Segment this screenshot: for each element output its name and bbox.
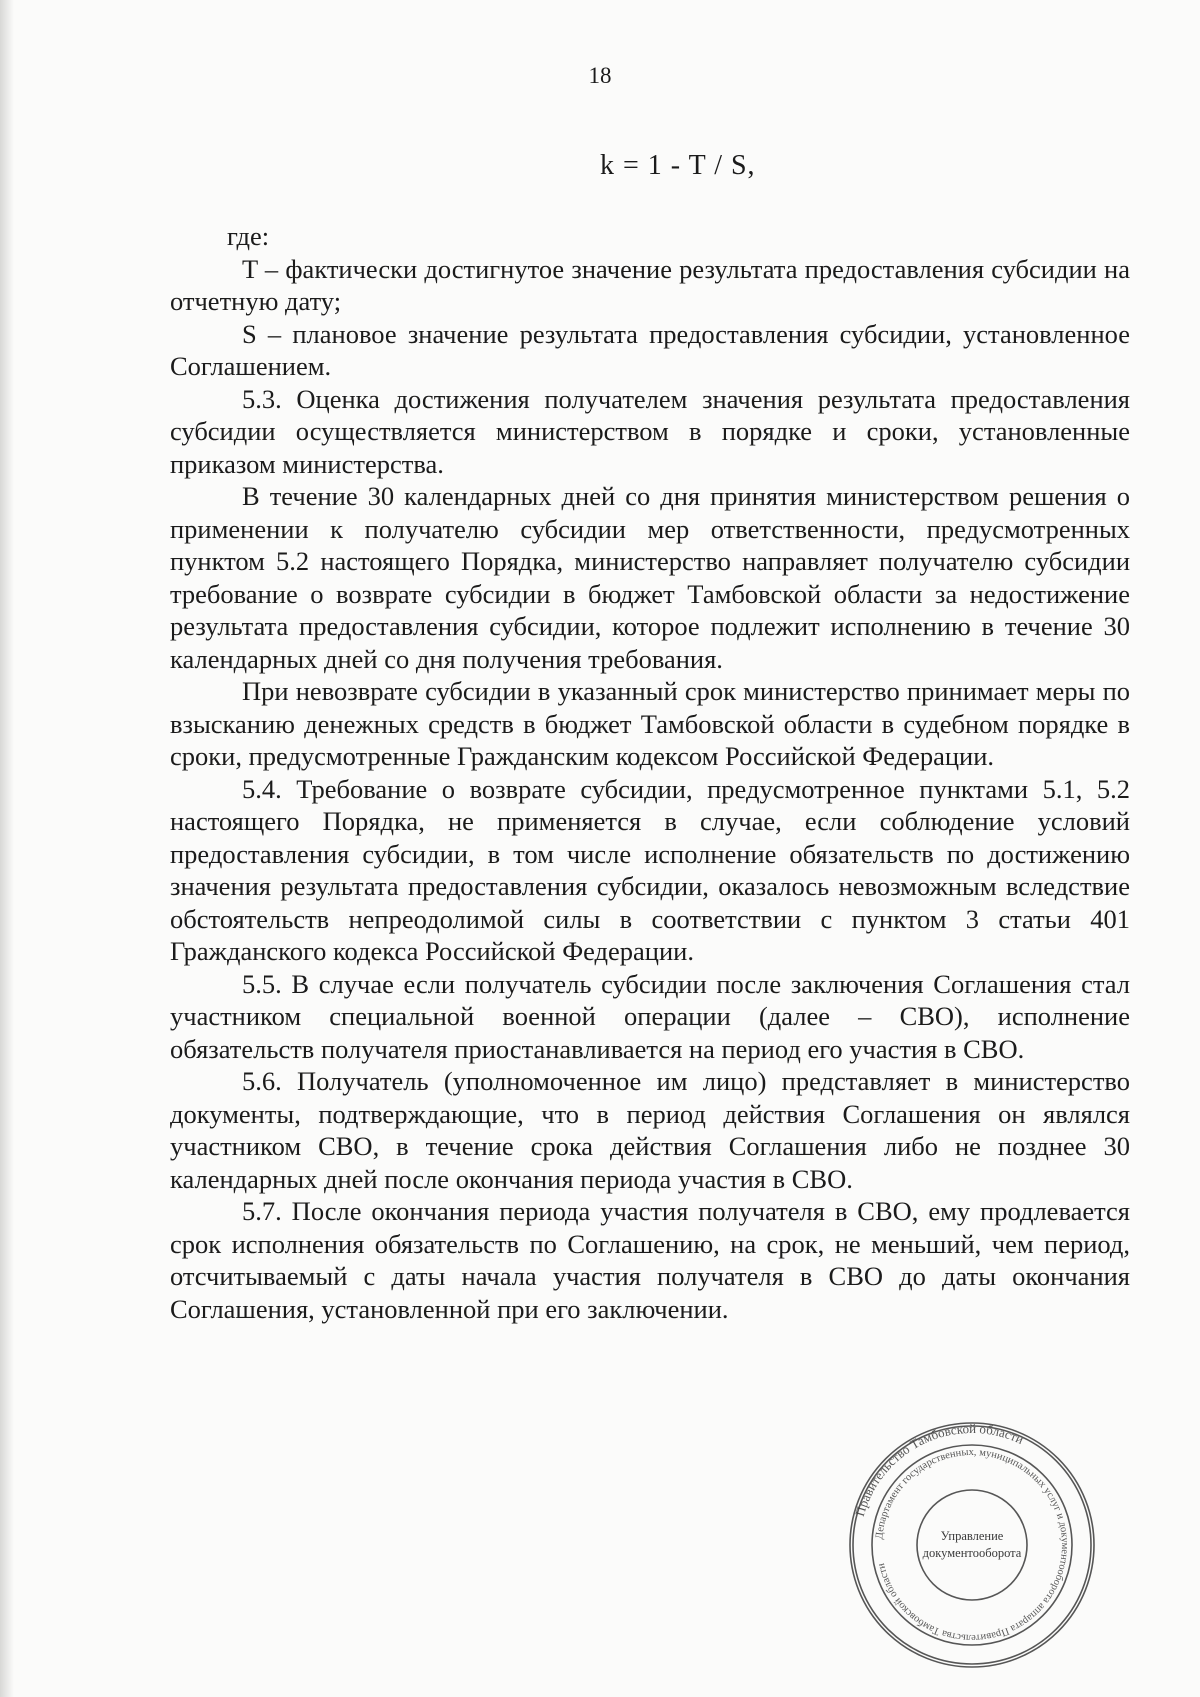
paragraph-5-5: 5.5. В случае если получатель субсидии после заключения Соглашения стал участником специальной военной операции (далее – СВО), исполнение обязательств получателя приостанавливается на период его участия в СВО.	[170, 968, 1130, 1064]
paragraph-non-return: При невозврате субсидии в указанный срок министерство принимает меры по взысканию денежных средств в бюджет Тамбовской области в судебном порядке в сроки, предусмотренные Гражданским кодексом Российской Федерации.	[170, 676, 1130, 771]
page-number: 18	[588, 63, 612, 88]
paragraph-30-days: В течение 30 календарных дней со дня принятия министерством решения о применении к получателю субсидии мер ответственности, предусмотренных пунктом 5.2 настоящего Порядка, министерство направляет получателю субсидии требование о возврате субсидии в бюджет Тамбовской области за недостижение результата предоставления субсидии, которое подлежит исполнению в течение 30 календарных дней со дня получения требования.	[170, 481, 1130, 674]
official-stamp	[847, 1420, 1097, 1670]
stamp-outer-text: Правительство Тамбовской области	[851, 1420, 1027, 1518]
paragraph-5-6: 5.6. Получатель (уполномоченное им лицо) представляет в министерство документы, подтверждающие, что в период действия Соглашения он являлся участником СВО, в течение срока действия Соглашения либо не позднее 30 календарных дней после окончания периода участия в СВО.	[170, 1066, 1130, 1194]
stamp-center-line2: документооборота	[922, 1546, 1022, 1560]
stamp-center-line1: Управление	[940, 1529, 1004, 1543]
paragraph-definition-t: T – фактически достигнутое значение результата предоставления субсидии на отчетную дату;	[170, 253, 1130, 316]
paragraph-where: где:	[227, 221, 270, 251]
paragraph-definition-s: S – плановое значение результата предоставления субсидии, установленное Соглашением.	[170, 318, 1130, 381]
stamp-middle-text: Департамент государственных, муниципальных услуг и документооборота аппарата Правительства Тамбовской области	[874, 1446, 1071, 1644]
body-text	[170, 220, 1130, 1325]
paragraph-5-7: 5.7. После окончания периода участия получателя в СВО, ему продлевается срок исполнения обязательств по Соглашению, на срок, не меньший, чем период, отсчитываемый с даты начала участия получателя в СВО до даты окончания Соглашения, установленной при его заключении.	[170, 1196, 1130, 1324]
formula: k = 1 - T / S,	[600, 150, 756, 181]
paragraph-5-4: 5.4. Требование о возврате субсидии, предусмотренное пунктами 5.1, 5.2 настоящего Порядка, не применяется в случае, если соблюдение условий предоставления субсидии, в том числе исполнение обязательств по достижению значения результата предоставления субсидии, оказалось невозможным вследствие обстоятельств непреодолимой силы в соответствии с пунктом 3 статьи 401 Гражданского кодекса Российской Федерации.	[170, 773, 1130, 966]
paragraph-5-3: 5.3. Оценка достижения получателем значения результата предоставления субсидии осуществляется министерством в порядке и сроки, установленные приказом министерства.	[170, 383, 1130, 479]
